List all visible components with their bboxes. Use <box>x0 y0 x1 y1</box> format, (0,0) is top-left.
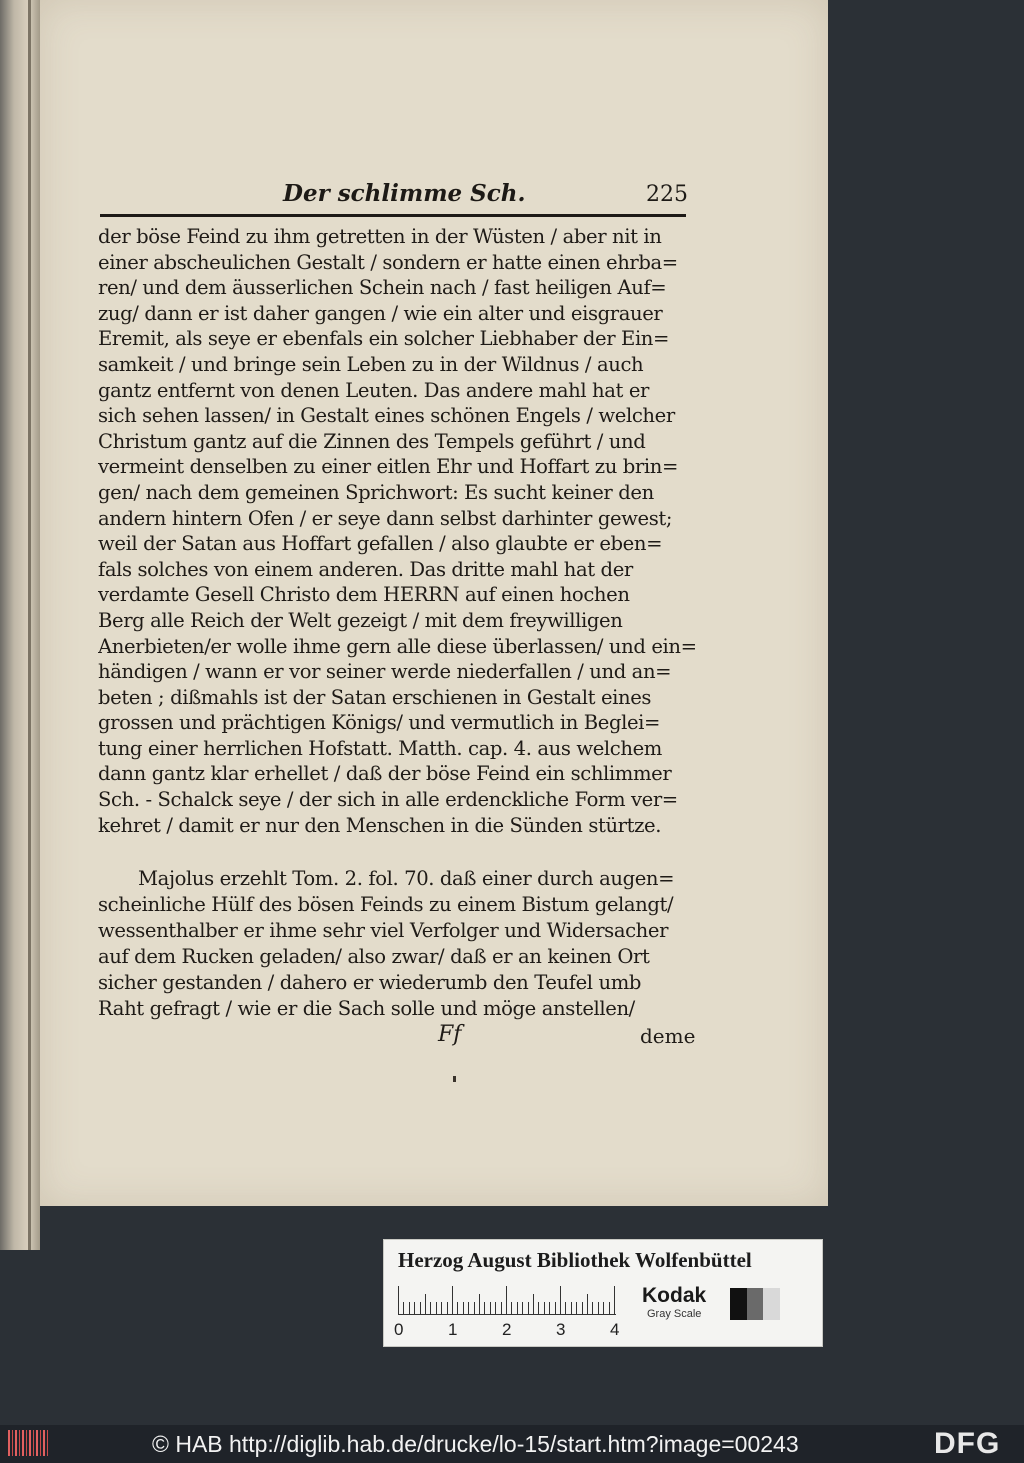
signature-mark: Ff <box>438 1022 462 1047</box>
ruler-tick <box>495 1302 496 1314</box>
text-line: samkeit / und bringe sein Leben zu in der Wildnus / auch <box>98 352 644 376</box>
ruler-tick <box>490 1302 491 1314</box>
text-line: sicher gestanden / dahero er wiederumb den Teufel umb <box>98 971 642 994</box>
text-line: dann gantz klar erhellet / daß der böse Feind ein schlimmer <box>98 762 672 786</box>
ruler-tick <box>436 1302 437 1314</box>
ruler-tick <box>603 1302 604 1314</box>
text-line: auf dem Rucken geladen/ also zwar/ daß er an keinen Ort <box>98 945 650 968</box>
ruler-tick <box>560 1286 561 1314</box>
text-line: Eremit, als seye er ebenfals ein solcher Liebhaber der Ein= <box>98 327 670 351</box>
ruler-tick <box>538 1302 539 1314</box>
head-rule <box>100 214 686 217</box>
ruler-number: 1 <box>448 1320 458 1339</box>
ruler-tick <box>592 1302 593 1314</box>
ruler-tick <box>463 1302 464 1314</box>
text-line: scheinliche Hülf des bösen Feinds zu einem Bistum gelangt/ <box>98 893 674 916</box>
text-line: zug/ dann er ist daher gangen / wie ein alter und eisgrauer <box>98 301 663 325</box>
ruler-numbers <box>394 1320 634 1340</box>
text-line: kehret / damit er nur den Menschen in die Sünden stürtze. <box>98 813 662 837</box>
ruler-number: 3 <box>556 1320 566 1339</box>
text-line: weil der Satan aus Hoffart gefallen / also glaubte er eben= <box>98 532 663 556</box>
text-line: Berg alle Reich der Welt gezeigt / mit dem freywilligen <box>98 608 623 632</box>
text-line: gantz entfernt von denen Leuten. Das andere mahl hat er <box>98 378 650 402</box>
ruler-tick <box>614 1286 615 1314</box>
ruler-scale <box>398 1286 616 1315</box>
ruler-tick <box>484 1302 485 1314</box>
ruler-tick <box>506 1286 507 1314</box>
text-line: ren/ und dem äusserlichen Schein nach / fast heiligen Auf= <box>98 276 667 300</box>
ruler-tick <box>457 1302 458 1314</box>
paragraph-2 <box>98 866 698 1022</box>
ruler-tick <box>501 1302 502 1314</box>
ruler-number: 0 <box>394 1320 404 1339</box>
ruler-tick <box>522 1302 523 1314</box>
adjacent-page-edge <box>0 0 40 1250</box>
running-head <box>40 180 828 210</box>
text-line: grossen und prächtigen Königs/ und vermutlich in Beglei= <box>98 711 661 735</box>
ruler-tick <box>576 1302 577 1314</box>
paragraph-1 <box>98 224 698 838</box>
text-line: händigen / wann er vor seiner werde niederfallen / und an= <box>98 660 672 684</box>
ruler-tick <box>474 1302 475 1314</box>
ruler-tick <box>409 1302 410 1314</box>
text-line: sich sehen lassen/ in Gestalt eines schönen Engels / welcher <box>98 404 675 428</box>
ruler-tick <box>598 1302 599 1314</box>
ruler-tick <box>565 1302 566 1314</box>
color-reference-card <box>383 1239 823 1347</box>
text-line: Raht gefragt / wie er die Sach solle und möge anstellen/ <box>98 997 635 1020</box>
text-line: andern hintern Ofen / er seye dann selbst darhinter gewest; <box>98 506 673 530</box>
ruler-tick <box>533 1294 534 1314</box>
kodak-logo: Kodak <box>642 1284 707 1307</box>
ruler-tick <box>479 1294 480 1314</box>
ruler-number: 2 <box>502 1320 512 1339</box>
text-line: einer abscheulichen Gestalt / sondern er hatte einen ehrba= <box>98 250 678 274</box>
ruler-tick <box>582 1302 583 1314</box>
catchword: deme <box>640 1024 696 1048</box>
running-head-title: Der schlimme Sch. <box>283 180 526 207</box>
text-line: wessenthalber er ihme sehr viel Verfolger und Widersacher <box>98 919 669 942</box>
ruler-tick <box>555 1302 556 1314</box>
book-page <box>40 0 828 1206</box>
ruler-tick <box>511 1302 512 1314</box>
ruler-tick <box>609 1302 610 1314</box>
ruler-tick <box>587 1294 588 1314</box>
ruler-tick <box>447 1302 448 1314</box>
page-number: 225 <box>646 182 688 207</box>
ruler-tick <box>528 1302 529 1314</box>
footer-bar <box>0 1425 1024 1463</box>
ruler-tick <box>441 1302 442 1314</box>
text-line: Anerbieten/er wolle ihme gern alle diese überlassen/ und ein= <box>98 634 697 658</box>
barcode-icon <box>8 1430 48 1456</box>
text-line: gen/ nach dem gemeinen Sprichwort: Es sucht keiner den <box>98 480 654 504</box>
ruler-tick <box>549 1302 550 1314</box>
text-line: fals solches von einem anderen. Das dritte mahl hat der <box>98 557 633 581</box>
text-line: Majolus erzehlt Tom. 2. fol. 70. daß einer durch augen= <box>138 867 675 890</box>
gray-scale-label: Gray Scale <box>647 1308 702 1320</box>
text-line: Sch. - Schalck seye / der sich in alle erdenckliche Form ver= <box>98 788 678 812</box>
dfg-logo: DFG <box>934 1427 1001 1460</box>
ruler-tick <box>420 1302 421 1314</box>
ruler-tick <box>468 1302 469 1314</box>
text-line: beten ; dißmahls ist der Satan erschienen in Gestalt eines <box>98 685 652 709</box>
ruler-tick <box>430 1302 431 1314</box>
ruler-tick <box>425 1294 426 1314</box>
ink-speck <box>453 1076 456 1082</box>
ruler-number: 4 <box>610 1320 620 1339</box>
ruler-tick <box>414 1302 415 1314</box>
ruler-tick <box>398 1286 399 1314</box>
text-line: der böse Feind zu ihm getretten in der Wüsten / aber nit in <box>98 225 662 248</box>
ruler-tick <box>452 1286 453 1314</box>
ruler-tick <box>517 1302 518 1314</box>
library-name: Herzog August Bibliothek Wolfenbüttel <box>398 1248 752 1272</box>
text-line: verdamte Gesell Christo dem HERRN auf einen hochen <box>98 583 630 607</box>
copyright-link[interactable]: © HAB http://diglib.hab.de/drucke/lo-15/start.htm?image=00243 <box>152 1431 799 1457</box>
ruler-tick <box>403 1302 404 1314</box>
gray-patches <box>730 1288 780 1320</box>
text-line: vermeint denselben zu einer eitlen Ehr und Hoffart zu brin= <box>98 455 678 479</box>
ruler-tick <box>544 1302 545 1314</box>
text-line: tung einer herrlichen Hofstatt. Matth. cap. 4. aus welchem <box>98 736 662 760</box>
ruler-tick <box>571 1302 572 1314</box>
text-line: Christum gantz auf die Zinnen des Tempels geführt / und <box>98 429 646 453</box>
